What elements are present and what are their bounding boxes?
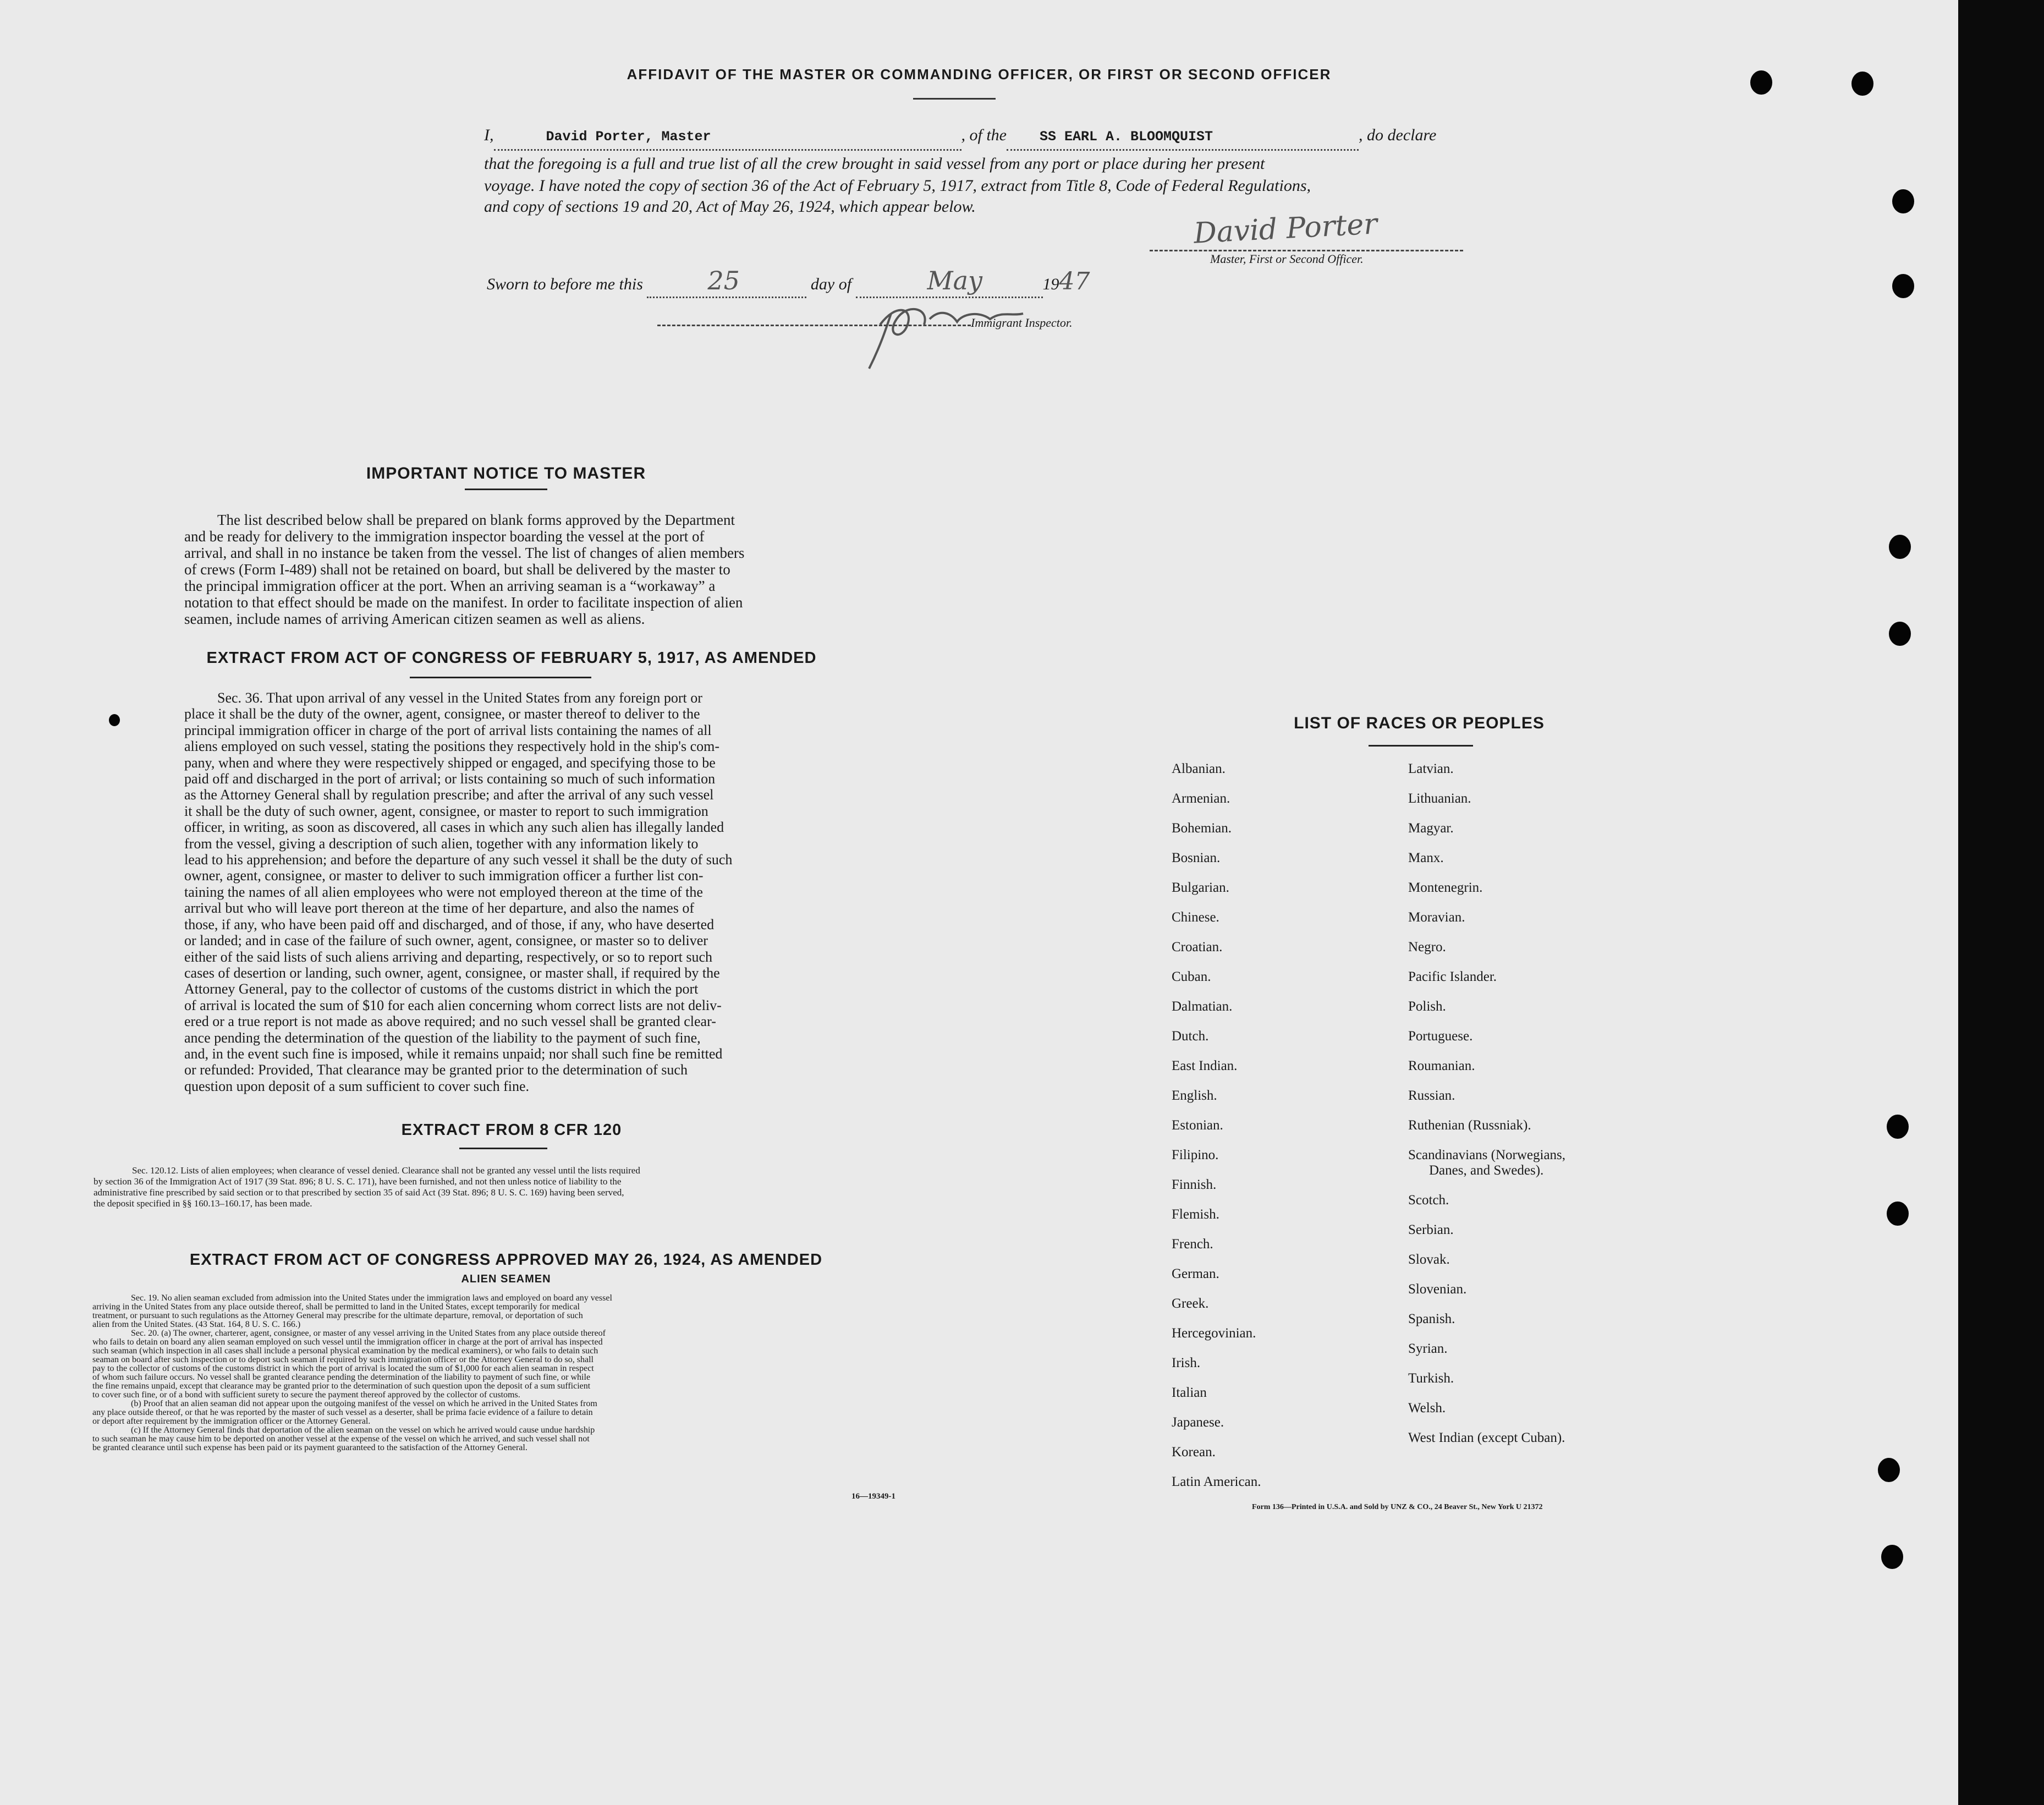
notice-line: The list described below shall be prepared on blank forms approved by the Department bbox=[217, 512, 735, 528]
race-item: Hercegovinian. bbox=[1172, 1326, 1256, 1341]
cfr-line: the deposit specified in §§ 160.13–160.17, has been made. bbox=[94, 1198, 312, 1209]
race-item: Latvian. bbox=[1408, 761, 1454, 776]
race-item: Lithuanian. bbox=[1408, 791, 1471, 806]
race-item: Ruthenian (Russniak). bbox=[1408, 1118, 1531, 1133]
extract-1917-rule bbox=[410, 677, 591, 678]
cfr-line: Sec. 120.12. Lists of alien employees; when clearance of vessel denied. Clearance shall not be granted any vessel until the lists required bbox=[132, 1165, 640, 1176]
race-item: Bulgarian. bbox=[1172, 880, 1229, 895]
extract-1924-line: of whom such failure occurs. No vessel shall be granted clearance pending the determination of the liability to payment of such fine, or while bbox=[92, 1373, 591, 1382]
extract-line: owner, agent, consignee, or master to deliver to such immigration officer a further list con- bbox=[184, 868, 704, 884]
race-item: Dutch. bbox=[1172, 1029, 1209, 1044]
form-number: 16—19349-1 bbox=[851, 1492, 895, 1501]
extract-line: those, if any, who have been paid off and discharged, and of those, if any, who have deserted bbox=[184, 916, 715, 932]
punch-hole bbox=[1889, 535, 1911, 559]
extract-line: or landed; and in case of the failure of such owner, agent, consignee, or master so to deliver bbox=[184, 932, 708, 949]
extract-1924-line: alien from the United States. (43 Stat. 164, 8 U. S. C. 166.) bbox=[92, 1320, 301, 1329]
extract-line: question upon deposit of a sum sufficient to cover such fine. bbox=[184, 1078, 530, 1094]
extract-1924-line: (b) Proof that an alien seaman did not appear upon the outgoing manifest of the vessel on which he arrived in the United States from bbox=[131, 1399, 597, 1408]
race-item: Albanian. bbox=[1172, 761, 1226, 776]
extract-line: arrival but who will leave port thereon at the time of her departure, and also the names of bbox=[184, 900, 694, 917]
extract-line: ance pending the determination of the question of the liability to the payment of such fine, bbox=[184, 1029, 701, 1046]
sworn-month: May bbox=[927, 266, 983, 295]
race-item: Estonian. bbox=[1172, 1118, 1223, 1133]
race-item: Dalmatian. bbox=[1172, 999, 1233, 1014]
notice-line: the principal immigration officer at the port. When an arriving seaman is a “workaway” a bbox=[184, 578, 716, 594]
race-item: Magyar. bbox=[1408, 821, 1454, 836]
punch-hole bbox=[1881, 1545, 1903, 1569]
extract-1924-line: pay to the collector of customs of the customs district in which the port of arrival is located the sum of $1,000 for each alien seaman in respect bbox=[92, 1364, 594, 1373]
extract-1924-line: any place outside thereof, or that he was reported by the master of such vessel as a deserter, shall be prima facie evidence of a failure to detain bbox=[92, 1408, 593, 1417]
race-item: Polish. bbox=[1408, 999, 1446, 1014]
punch-hole bbox=[1892, 274, 1914, 298]
vessel-field bbox=[1007, 123, 1359, 151]
race-item: Armenian. bbox=[1172, 791, 1230, 806]
race-item: Negro. bbox=[1408, 940, 1446, 954]
race-item: East Indian. bbox=[1172, 1058, 1238, 1073]
sworn-day: 25 bbox=[707, 266, 740, 295]
extract-line: aliens employed on such vessel, stating the positions they respectively hold in the ship's com- bbox=[184, 738, 720, 755]
extract-line: cases of desertion or landing, such owner, agent, consignee, or master shall, if required by the bbox=[184, 964, 720, 981]
extract-line: taining the names of all alien employees who were not employed thereon at the time of the bbox=[184, 884, 703, 900]
extract-cfr-heading: EXTRACT FROM 8 CFR 120 bbox=[401, 1121, 622, 1139]
race-item: Syrian. bbox=[1408, 1341, 1448, 1356]
punch-hole bbox=[1892, 189, 1914, 213]
race-item: Danes, and Swedes). bbox=[1429, 1163, 1544, 1178]
punch-hole bbox=[1889, 622, 1911, 646]
race-item: Slovak. bbox=[1408, 1252, 1450, 1267]
extract-line: of arrival is located the sum of $10 for each alien concerning whom correct lists are not deliv- bbox=[184, 997, 722, 1013]
extract-1917-body bbox=[184, 690, 822, 1094]
master-signature-line bbox=[1150, 250, 1463, 251]
affidavit-title: AFFIDAVIT OF THE MASTER OR COMMANDING OFFICER, OR FIRST OR SECOND OFFICER bbox=[627, 66, 1332, 83]
race-item: Latin American. bbox=[1172, 1474, 1261, 1489]
race-item: Filipino. bbox=[1172, 1148, 1219, 1162]
extract-1924-body bbox=[92, 1294, 909, 1452]
notice-line: seamen, include names of arriving American citizen seamen as well as aliens. bbox=[184, 611, 645, 627]
of-the-text: , of the bbox=[961, 126, 1007, 144]
race-item: Greek. bbox=[1172, 1296, 1209, 1311]
extract-line: as the Attorney General shall by regulation prescribe; and after the arrival of any such vessel bbox=[184, 787, 714, 803]
extract-1924-line: Sec. 20. (a) The owner, charterer, agent, consignee, or master of any vessel arriving in the United States from any place outside thereof bbox=[131, 1329, 606, 1338]
extract-1924-subheading: ALIEN SEAMEN bbox=[461, 1273, 551, 1285]
notice-line: notation to that effect should be made on the manifest. In order to facilitate inspection of alien bbox=[184, 594, 743, 611]
race-item: Japanese. bbox=[1172, 1415, 1224, 1430]
extract-line: principal immigration officer in charge of the port of arrival lists containing the names of all bbox=[184, 722, 712, 738]
sworn-prefix: Sworn to before me this bbox=[487, 275, 643, 293]
extract-line: paid off and discharged in the port of arrival; or lists containing so much of such information bbox=[184, 771, 716, 787]
extract-1924-line: to such seaman he may cause him to be deported on another vessel at the expense of the vessel on which he arrived, and such vessel shall not bbox=[92, 1434, 590, 1444]
race-item: Bosnian. bbox=[1172, 851, 1221, 865]
extract-line: either of the said lists of such aliens arriving and departing, respectively, or so to report such bbox=[184, 948, 713, 965]
race-item: Roumanian. bbox=[1408, 1058, 1475, 1073]
punch-hole bbox=[1878, 1458, 1900, 1482]
extract-line: ered or a true report is not made as above required; and no such vessel shall be granted clear- bbox=[184, 1013, 716, 1030]
race-item: Montenegrin. bbox=[1408, 880, 1483, 895]
extract-line: or refunded: Provided, That clearance may be granted prior to the determination of such bbox=[184, 1062, 688, 1078]
extract-1924-line: Sec. 19. No alien seaman excluded from admission into the United States under the immigration laws and employed on board any vessel bbox=[131, 1293, 612, 1303]
do-declare-text: , do declare bbox=[1359, 126, 1437, 144]
race-item: Portuguese. bbox=[1408, 1029, 1473, 1044]
race-item: Korean. bbox=[1172, 1445, 1216, 1460]
affidavit-line-2: that the foregoing is a full and true list of all the crew brought in said vessel from any port or place during her present bbox=[484, 155, 1265, 173]
extract-line: Sec. 36. That upon arrival of any vessel in the United States from any foreign port or bbox=[217, 690, 702, 706]
extract-1924-line: be granted clearance until such expense has been paid or its payment guaranteed to the satisfaction of the Attorney General. bbox=[92, 1443, 528, 1452]
extract-line: lead to his apprehension; and before the departure of any such vessel it shall be the duty of such bbox=[184, 852, 733, 868]
race-item: Moravian. bbox=[1408, 910, 1465, 925]
race-item: Welsh. bbox=[1408, 1401, 1446, 1416]
race-item: German. bbox=[1172, 1266, 1219, 1281]
extract-line: place it shall be the duty of the owner, agent, consignee, or master thereof to deliver to the bbox=[184, 706, 700, 722]
extract-line: pany, when and where they were respectively shipped or engaged, and specifying those to be bbox=[184, 754, 716, 771]
race-item: Italian bbox=[1172, 1385, 1207, 1400]
declarant-prefix: I, bbox=[484, 126, 494, 144]
races-right-column bbox=[1408, 761, 1793, 1499]
year-prefix: 19 bbox=[1042, 275, 1059, 293]
extract-line: from the vessel, giving a description of such alien, together with any information likely to bbox=[184, 835, 699, 852]
race-item: French. bbox=[1172, 1237, 1213, 1252]
notice-body bbox=[184, 512, 828, 627]
title-rule bbox=[913, 98, 996, 100]
affidavit-line-1 bbox=[484, 123, 1496, 151]
race-item: Croatian. bbox=[1172, 940, 1223, 954]
races-rule bbox=[1369, 745, 1473, 747]
race-item: Cuban. bbox=[1172, 969, 1211, 984]
race-item: Pacific Islander. bbox=[1408, 969, 1497, 984]
extract-1924-line: treatment, or pursuant to such regulations as the Attorney General may prescribe for the ultimate departure, removal, or deportation of such bbox=[92, 1311, 583, 1320]
sworn-day-field bbox=[647, 268, 806, 298]
vessel-name: SS EARL A. BLOOMQUIST bbox=[1040, 129, 1213, 145]
inspector-caption: Immigrant Inspector. bbox=[971, 316, 1073, 330]
affidavit-line-4: and copy of sections 19 and 20, Act of May 26, 1924, which appear below. bbox=[484, 197, 976, 216]
year-suffix: 47 bbox=[1059, 267, 1090, 295]
affidavit-line-3: voyage. I have noted the copy of section 36 of the Act of February 5, 1917, extract from Title 8, Code of Federal Regulations, bbox=[484, 177, 1311, 195]
race-item: Flemish. bbox=[1172, 1207, 1219, 1222]
extract-cfr-rule bbox=[459, 1148, 547, 1149]
race-item: Slovenian. bbox=[1408, 1282, 1467, 1297]
extract-1917-heading: EXTRACT FROM ACT OF CONGRESS OF FEBRUARY 5, 1917, AS AMENDED bbox=[206, 649, 817, 667]
declarant-name: David Porter, Master bbox=[546, 129, 711, 145]
extract-1924-heading: EXTRACT FROM ACT OF CONGRESS APPROVED MAY 26, 1924, AS AMENDED bbox=[189, 1251, 823, 1269]
extract-1924-line: (c) If the Attorney General finds that deportation of the alien seaman on the vessel on which he arrived would cause undue hardship bbox=[131, 1425, 595, 1435]
extract-line: and, in the event such fine is imposed, while it remains unpaid; nor shall such fine be remitted bbox=[184, 1045, 723, 1062]
master-signature: David Porter bbox=[1193, 207, 1378, 250]
declarant-field bbox=[494, 123, 961, 151]
race-item: Bohemian. bbox=[1172, 821, 1232, 836]
race-item: Scotch. bbox=[1408, 1193, 1449, 1208]
race-item: West Indian (except Cuban). bbox=[1408, 1430, 1565, 1445]
notice-line: arrival, and shall in no instance be taken from the vessel. The list of changes of alien members bbox=[184, 545, 745, 561]
extract-1924-line: or deport after requirement by the immigration officer or the Attorney General. bbox=[92, 1417, 371, 1426]
extract-1924-line: seaman on board after such inspection or to deport such seaman if required by such immigration officer or the Attorney General to do so, shall bbox=[92, 1355, 594, 1364]
extract-cfr-body bbox=[94, 1165, 908, 1209]
race-item: Manx. bbox=[1408, 851, 1444, 865]
race-item: Spanish. bbox=[1408, 1312, 1455, 1326]
race-item: Serbian. bbox=[1408, 1222, 1454, 1237]
cfr-line: by section 36 of the Immigration Act of 1917 (39 Stat. 896; 8 U. S. C. 171), have been furnished, and not then unless notice of liability to the bbox=[94, 1176, 622, 1187]
printer-footer: Form 136—Printed in U.S.A. and Sold by UNZ & CO., 24 Beaver St., New York U 21372 bbox=[1252, 1503, 1543, 1511]
ink-speck bbox=[109, 714, 120, 726]
notice-rule bbox=[465, 489, 547, 490]
extract-line: it shall be the duty of such owner, agent, consignee, or master to report to such immigration bbox=[184, 803, 708, 819]
extract-1924-line: such seaman (which inspection in all cases shall include a personal physical examination by the medical examiners), or who fails to detain such bbox=[92, 1346, 598, 1356]
cfr-line: administrative fine prescribed by said section or to that prescribed by section 35 of said Act (39 Stat. 896; 8 U. S. C. 169) having been served, bbox=[94, 1187, 624, 1198]
extract-line: officer, in writing, as soon as discovered, all cases in which any such alien has illegally landed bbox=[184, 819, 724, 836]
race-item: Chinese. bbox=[1172, 910, 1219, 925]
notice-line: and be ready for delivery to the immigration inspector boarding the vessel at the port of bbox=[184, 528, 705, 545]
punch-hole bbox=[1887, 1115, 1909, 1139]
race-item: Finnish. bbox=[1172, 1177, 1217, 1192]
extract-1924-line: to cover such fine, or of a bond with sufficient surety to secure the payment thereof approved by the collector of customs. bbox=[92, 1390, 520, 1400]
races-heading: LIST OF RACES OR PEOPLES bbox=[1294, 714, 1545, 732]
extract-1924-line: arriving in the United States from any place outside thereof, shall be permitted to land in the United States, except temporarily for medical bbox=[92, 1302, 580, 1312]
race-item: Scandinavians (Norwegians, bbox=[1408, 1148, 1566, 1162]
extract-line: Attorney General, pay to the collector of customs of the customs district in which the port bbox=[184, 981, 699, 997]
notice-heading: IMPORTANT NOTICE TO MASTER bbox=[366, 464, 646, 482]
inspector-signature bbox=[847, 292, 1111, 374]
master-caption: Master, First or Second Officer. bbox=[1210, 252, 1364, 266]
extract-1924-line: who fails to detain on board any alien seaman employed on such vessel until the immigration officer in charge at the port of arrival has inspected bbox=[92, 1337, 603, 1347]
punch-hole bbox=[1887, 1201, 1909, 1226]
inspector-signature-line bbox=[657, 325, 971, 326]
race-item: English. bbox=[1172, 1088, 1217, 1103]
race-item: Irish. bbox=[1172, 1356, 1201, 1370]
extract-1924-line: the fine remains unpaid, except that clearance may be granted prior to the determination of such question upon the deposit of a sum sufficient bbox=[92, 1381, 591, 1391]
race-item: Turkish. bbox=[1408, 1371, 1454, 1386]
notice-line: of crews (Form I-489) shall not be retained on board, but shall be delivered by the master to bbox=[184, 561, 730, 578]
race-item: Russian. bbox=[1408, 1088, 1455, 1103]
day-of-text: day of bbox=[810, 275, 852, 293]
